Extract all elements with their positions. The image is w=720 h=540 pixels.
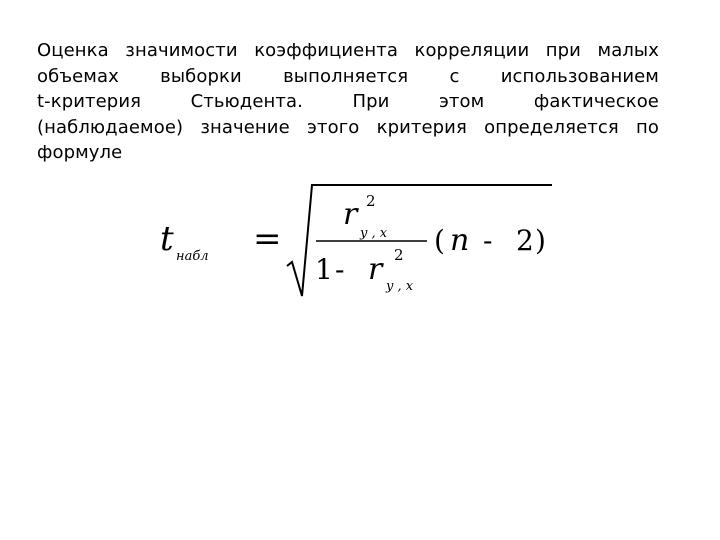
numerator-subscript: y , x xyxy=(360,226,388,241)
lhs-variable: t xyxy=(160,219,174,259)
denominator-variable: r xyxy=(368,252,383,287)
paren-close: ) xyxy=(535,224,546,257)
denominator-minus: - xyxy=(335,253,345,286)
text-line-4: (наблюдаемое) значение этого критерия определяется по xyxy=(37,116,659,138)
numerator-variable: r xyxy=(343,197,358,232)
equals-sign: = xyxy=(253,219,282,259)
paren-open: ( xyxy=(434,224,445,257)
text-line-3: t-критерия Стьюдента. При этом фактическое xyxy=(37,91,659,112)
denominator-one: 1 xyxy=(315,253,333,286)
text-line-1: Оценка значимости коэффициента корреляции при малых xyxy=(37,40,659,61)
denominator-subscript: y , x xyxy=(386,279,414,294)
n-variable: n xyxy=(450,223,470,258)
numerator-exponent: 2 xyxy=(366,192,376,210)
text-line-5: формуле xyxy=(37,142,123,163)
lhs-subscript: набл xyxy=(176,249,209,264)
text-line-2: объемах выборки выполняется с использованием xyxy=(37,65,659,87)
denominator-exponent: 2 xyxy=(394,246,404,264)
paren-minus: - xyxy=(483,224,493,257)
two-digit: 2 xyxy=(516,224,534,257)
